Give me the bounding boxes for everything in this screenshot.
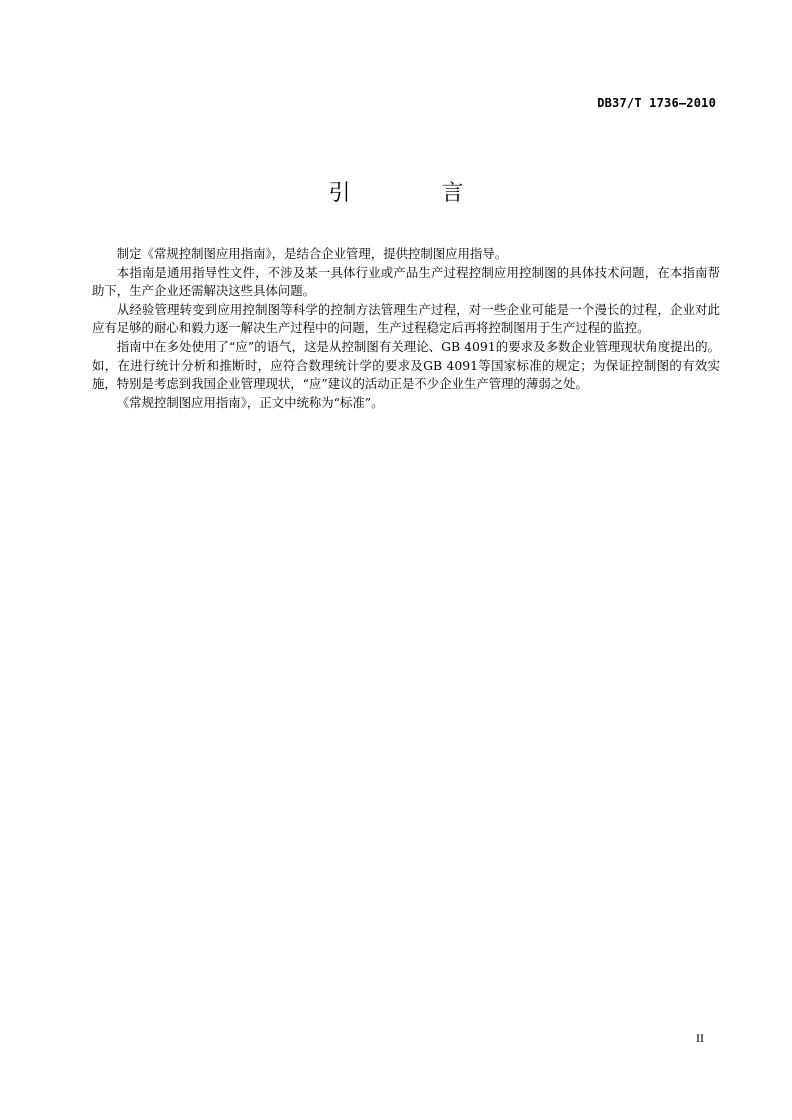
paragraph-3: 从经验管理转变到应用控制图等科学的控制方法管理生产过程，对一些企业可能是一个漫长的过程，企业对此应有足够的耐心和毅力逐一解决生产过程中的问题，生产过程稳定后再将控制图用于生产过程的监控。 bbox=[92, 301, 720, 336]
paragraph-2: 本指南是通用指导性文件，不涉及某一具体行业或产品生产过程控制应用控制图的具体技术问题，在本指南帮助下，生产企业还需解决这些具体问题。 bbox=[92, 264, 720, 299]
body-text bbox=[92, 245, 720, 412]
page-title: 引 言 bbox=[328, 181, 506, 206]
paragraph-5: 《常规控制图应用指南》，正文中统称为“标准”。 bbox=[116, 394, 384, 410]
paragraph-1: 制定《常规控制图应用指南》，是结合企业管理，提供控制图应用指导。 bbox=[116, 246, 508, 261]
page-number: II bbox=[696, 1031, 704, 1045]
standard-code: DB37/T 1736—2010 bbox=[597, 96, 716, 110]
paragraph-4: 指南中在多处使用了“应”的语气，这是从控制图有关理论、GB 4091的要求及多数企业管理现状角度提出的。如，在进行统计分析和推断时，应符合数理统计学的要求及GB 4091等国家标准的规定；为保证控制图的有效实施，特别是考虑到我国企业管理现状，“应”建议的活动正是不少企业生产管理的薄弱之处。 bbox=[92, 338, 720, 392]
